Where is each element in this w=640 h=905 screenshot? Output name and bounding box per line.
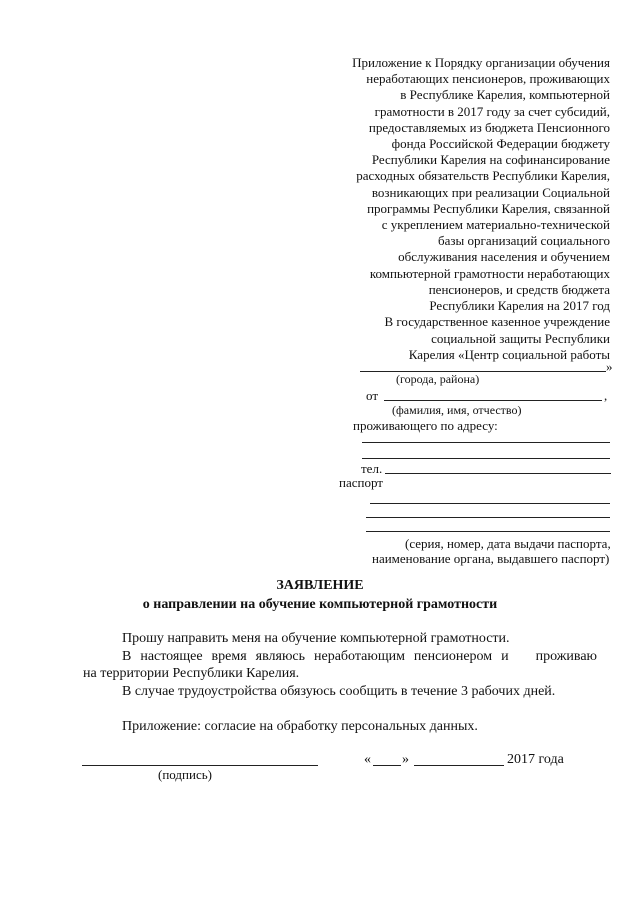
- appendix-line: в Республике Карелия, компьютерной: [400, 87, 610, 103]
- passport-hint-2: наименование органа, выдавшего паспорт): [372, 551, 610, 566]
- phone-label: тел.: [361, 461, 383, 476]
- passport-field-3[interactable]: [366, 531, 610, 532]
- addressee-block: [320, 314, 610, 364]
- appendix-note: [320, 55, 610, 314]
- signature-field[interactable]: [82, 765, 318, 766]
- appendix-line: с укреплением материально-технической: [381, 217, 610, 233]
- passport-field-1[interactable]: [370, 503, 610, 504]
- appendix-line: фонда Российской Федерации бюджету: [391, 136, 610, 152]
- appendix-line: базы организаций социального: [438, 233, 610, 249]
- appendix-line: предоставляемых из бюджета Пенсионного: [368, 119, 610, 135]
- paragraph-status-line2: на территории Республики Карелия.: [83, 666, 300, 681]
- date-close-quote: »: [402, 752, 409, 767]
- passport-hint-1: (серия, номер, дата выдачи паспорта,: [405, 536, 611, 551]
- appendix-line: пенсионеров, и средств бюджета: [428, 281, 610, 297]
- from-label: от: [366, 388, 379, 403]
- paragraph-request: Прошу направить меня на обучение компьютерной грамотности.: [122, 631, 510, 646]
- name-hint: (фамилия, имя, отчество): [392, 403, 522, 417]
- appendix-line: расходных обязательств Республики Карелия,: [356, 168, 610, 184]
- appendix-line: Приложение к Порядку организации обучения: [352, 55, 610, 70]
- address-field-1[interactable]: [362, 442, 610, 443]
- addressee-line: В государственное казенное учреждение: [384, 314, 610, 329]
- addressee-line: социальной защиты Республики: [431, 330, 610, 346]
- applicant-name-field[interactable]: [384, 400, 602, 401]
- appendix-line: Республики Карелия на 2017 год: [429, 298, 610, 314]
- date-day-field[interactable]: [373, 765, 401, 766]
- appendix-line: неработающих пенсионеров, проживающих: [366, 71, 610, 87]
- paragraph-employment: В случае трудоустройства обязуюсь сообщить в течение 3 рабочих дней.: [122, 684, 556, 699]
- date-month-field[interactable]: [414, 765, 504, 766]
- closing-quote: »: [606, 359, 613, 374]
- appendix-line: грамотности в 2017 году за счет субсидий,: [374, 103, 610, 119]
- date-year: 2017 года: [507, 752, 564, 767]
- city-hint: (города, района): [396, 372, 480, 386]
- appendix-line: программы Республики Карелия, связанной: [367, 200, 610, 216]
- addressee-line: Карелия «Центр социальной работы: [408, 347, 610, 362]
- paragraph-status-line1: В настоящее время являюсь неработающим пенсионером и проживаю: [122, 649, 597, 664]
- passport-label: паспорт: [339, 475, 383, 490]
- appendix-line: обслуживания населения и обучением: [398, 249, 610, 265]
- address-label: проживающего по адресу:: [353, 418, 498, 433]
- address-field-2[interactable]: [362, 458, 610, 459]
- appendix-line: Республики Карелия на софинансирование: [371, 152, 610, 168]
- signature-hint: (подпись): [158, 767, 212, 782]
- statement-subtitle: о направлении на обучение компьютерной грамотности: [142, 597, 498, 612]
- from-comma: ,: [604, 388, 608, 403]
- date-open-quote: «: [364, 752, 371, 767]
- appendix-line: возникающих при реализации Социальной: [371, 184, 610, 200]
- passport-field-2[interactable]: [366, 517, 610, 518]
- statement-title: ЗАЯВЛЕНИЕ: [276, 578, 364, 593]
- attachment-note: Приложение: согласие на обработку персональных данных.: [122, 719, 478, 734]
- appendix-line: компьютерной грамотности неработающих: [369, 265, 610, 281]
- phone-field[interactable]: [385, 473, 611, 474]
